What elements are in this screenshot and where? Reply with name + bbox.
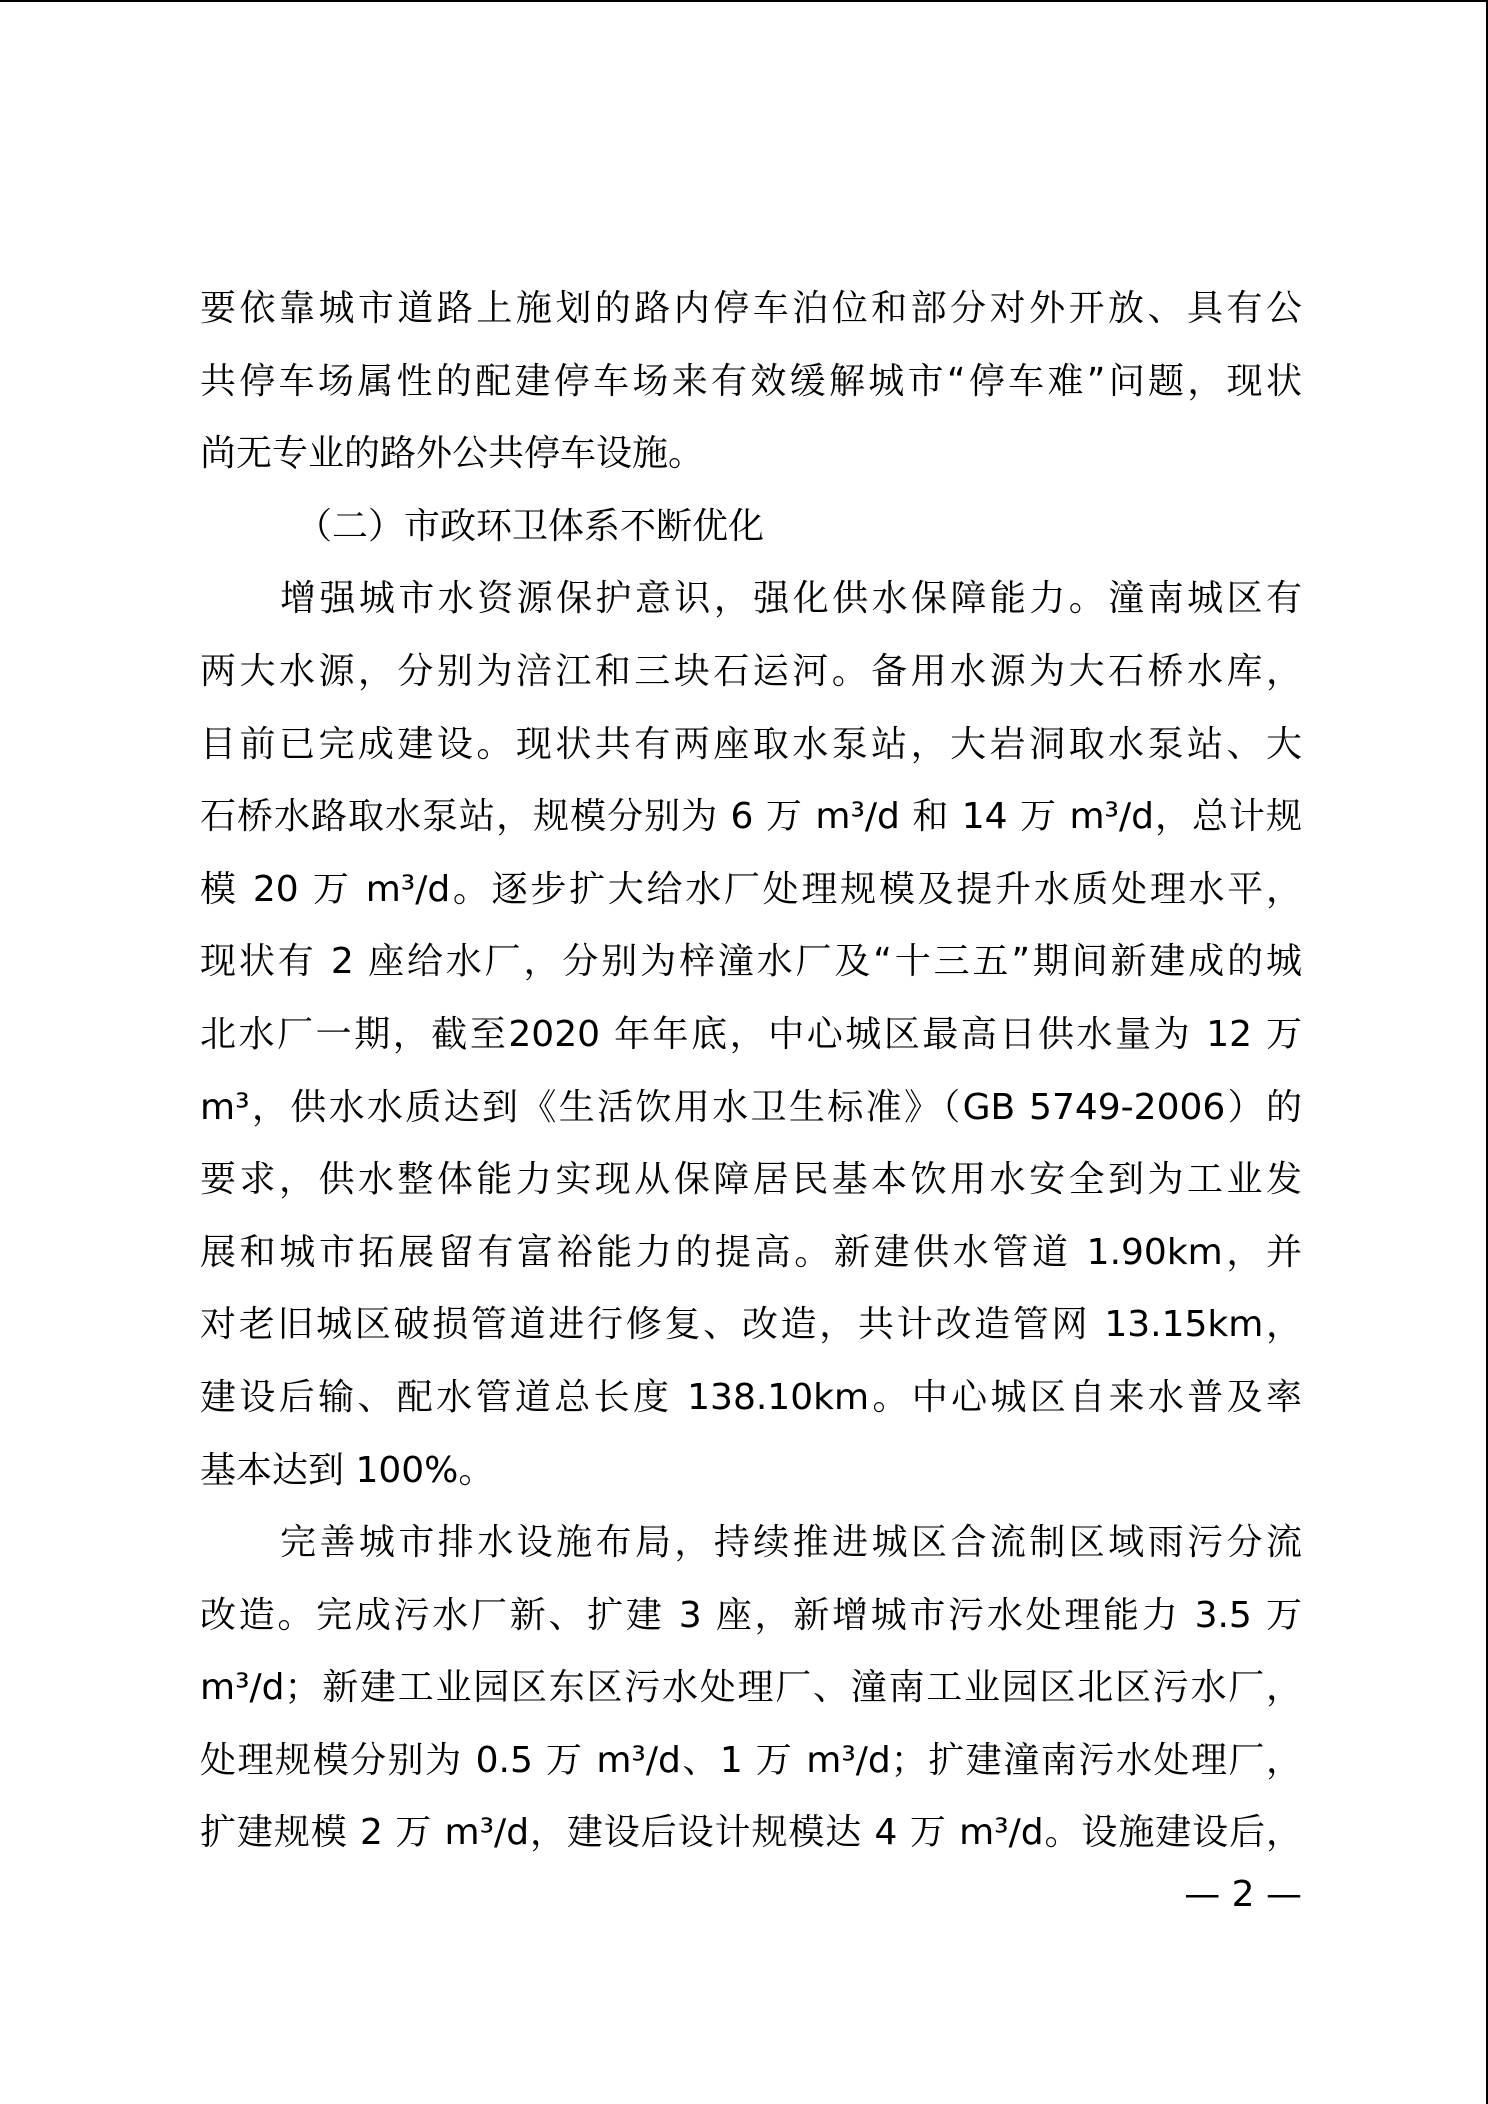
text-line: 两大水源，分别为涪江和三块石运河。备用水源为大石桥水库， (200, 650, 1302, 692)
text-line: 模 20 万 m³/d。逐步扩大给水厂处理规模及提升水质处理水平， (200, 868, 1302, 910)
section-heading: （二）市政环卫体系不断优化 (296, 505, 765, 547)
text-line: m³，供水水质达到《生活饮用水卫生标准》（GB 5749-2006）的 (200, 1086, 1302, 1128)
text-line: 尚无专业的路外公共停车设施。 (200, 433, 705, 475)
text-line: 要依靠城市道路上施划的路内停车泊位和部分对外开放、具有公 (200, 288, 1302, 329)
text-line: 处理规模分别为 0.5 万 m³/d、1 万 m³/d；扩建潼南污水处理厂， (200, 1739, 1302, 1781)
text-line: 基本达到 100%。 (200, 1449, 495, 1491)
text-line: 增强城市水资源保护意识，强化供水保障能力。潼南城区有 (280, 578, 1302, 620)
page-number: — 2 — (1184, 1874, 1302, 1915)
text-line: 建设后输、配水管道总长度 138.10km。中心城区自来水普及率 (200, 1376, 1302, 1418)
document-body (200, 273, 1302, 1870)
text-line: 石桥水路取水泵站，规模分别为 6 万 m³/d 和 14 万 m³/d，总计规 (200, 796, 1302, 838)
text-line: m³/d；新建工业园区东区污水处理厂、潼南工业园区北区污水厂， (200, 1667, 1302, 1709)
text-line: 目前已完成建设。现状共有两座取水泵站，大岩洞取水泵站、大 (200, 723, 1302, 765)
text-line: 现状有 2 座给水厂，分别为梓潼水厂及“十三五”期间新建成的城 (200, 941, 1302, 983)
text-line: 要求，供水整体能力实现从保障居民基本饮用水安全到为工业发 (200, 1159, 1302, 1201)
text-line: 共停车场属性的配建停车场来有效缓解城市“停车难”问题，现状 (200, 360, 1302, 402)
text-line: 对老旧城区破损管道进行修复、改造，共计改造管网 13.15km， (200, 1304, 1302, 1346)
text-line: 展和城市拓展留有富裕能力的提高。新建供水管道 1.90km，并 (200, 1231, 1302, 1273)
page-border-top (0, 0, 1488, 2)
text-line: 改造。完成污水厂新、扩建 3 座，新增城市污水处理能力 3.5 万 (200, 1594, 1302, 1636)
text-line: 北水厂一期，截至2020 年年底，中心城区最高日供水量为 12 万 (200, 1013, 1302, 1055)
text-line: 扩建规模 2 万 m³/d，建设后设计规模达 4 万 m³/d。设施建设后， (200, 1812, 1302, 1854)
text-line: 完善城市排水设施布局，持续推进城区合流制区域雨污分流 (280, 1522, 1302, 1564)
